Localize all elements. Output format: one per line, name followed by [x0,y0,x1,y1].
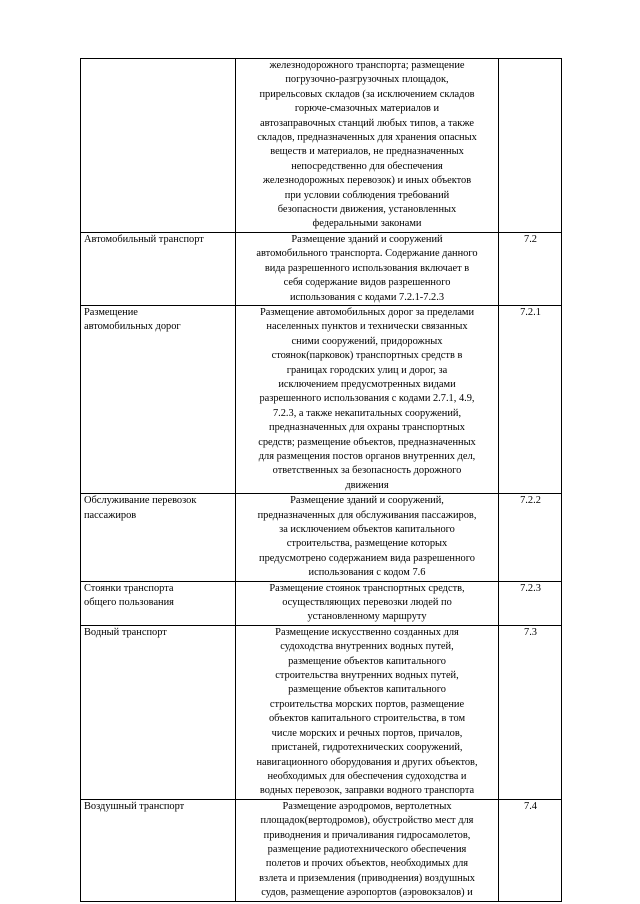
description-line: размещение объектов капитального [288,655,446,667]
land-use-description [236,581,499,625]
description-line: прирельсовых складов (за исключением складов [259,88,475,100]
name-line: пассажиров [84,509,137,521]
description-line: сними сооружений, придорожных [291,335,443,347]
table-row [81,799,562,901]
description-line: Размещение стоянок транспортных средств, [269,582,465,594]
land-use-description [236,305,499,493]
description-line: Размещение зданий и сооружений [291,233,443,245]
description-line: судов, размещение аэропортов (аэровокзалов) и [261,887,473,899]
description-line: числе морских и речных портов, причалов, [271,727,463,739]
description-line: железнодорожного транспорта; размещение [269,60,465,71]
land-use-type-name [81,305,236,493]
description-line: себя содержание видов разрешенного [283,277,451,289]
description-line: при условии соблюдения требований [284,189,450,201]
name-line: Автомобильный транспорт [84,233,204,245]
description-line: приводнения и причаливания гидросамолетов, [263,829,471,841]
name-line: Воздушный транспорт [84,800,185,812]
description-line: навигационного оборудования и других объектов, [256,756,478,768]
land-use-type-name [81,232,236,305]
land-use-code: 7.2.2 [499,494,562,581]
description-line: водных перевозок, заправки водного транспорта [259,785,475,797]
description-line: пристаней, гидротехнических сооружений, [271,742,463,754]
land-use-code: 7.2.1 [499,305,562,493]
description-line: вида разрешенного использования включает в [264,262,470,274]
land-use-description [236,625,499,799]
description-line: железнодорожных перевозок) и иных объектов [262,175,472,187]
description-line: необходимых для обеспечения судоходства и [267,770,467,782]
land-use-code [499,59,562,233]
description-line: исключением предусмотренных видами [278,378,456,390]
description-line: строительства внутренних водных путей, [275,670,459,682]
description-line: ответственных за безопасность дорожного [272,465,462,477]
description-line: площадок(вертодромов), обустройство мест для [260,815,474,827]
description-line: Размещение искусственно созданных для [275,626,459,638]
name-line: Размещение [84,306,138,318]
name-line: автомобильных дорог [84,321,181,333]
description-line: автозаправочных станций любых типов, а также [259,117,475,129]
description-line: Размещение зданий и сооружений, [290,495,444,507]
description-line: строительства морских портов, размещение [269,698,465,710]
land-use-type-name [81,581,236,625]
description-line: складов, предназначенных для хранения опасных [257,132,477,144]
land-use-description [236,799,499,901]
description-line: размещение объектов капитального [288,684,446,696]
table-row [81,581,562,625]
description-line: за исключением объектов капитального [279,524,455,535]
description-line: для размещения постов органов внутренних дел, [258,450,476,462]
land-use-type-name [81,59,236,233]
land-use-description [236,494,499,581]
description-line: использования с кодом 7.6 [308,567,426,579]
description-line: средств; размещение объектов, предназначенных [258,436,476,448]
description-line: предназначенных для обслуживания пассажиров, [257,509,477,521]
table-row [81,232,562,305]
description-line: разрешенного использования с кодами 2.7.1, 4.9, [259,393,475,405]
description-line: непосредственно для обеспечения [291,160,443,172]
land-use-description [236,59,499,233]
description-line: безопасности движения, установленных [277,204,457,216]
land-use-type-name [81,799,236,901]
land-use-code: 7.2 [499,232,562,305]
description-line: Размещение аэродромов, вертолетных [282,800,452,812]
description-line: погрузочно-разгрузочных площадок, [285,74,449,86]
description-line: взлета и приземления (приводнения) воздушных [259,872,475,884]
land-use-type-name [81,494,236,581]
land-use-code: 7.3 [499,625,562,799]
table-row [81,625,562,799]
table-body [81,59,562,902]
name-line: общего пользования [84,597,174,609]
description-line: судоходства внутренних водных путей, [280,641,454,653]
table-row [81,59,562,233]
description-line: федеральными законами [312,218,422,230]
table-row [81,494,562,581]
name-line: Стоянки транспорта [84,582,174,594]
description-line: полетов и прочих объектов, необходимых для [265,858,469,870]
description-line: веществ и материалов, не предназначенных [270,146,464,158]
description-line: горюче-смазочных материалов и [294,103,440,115]
description-line: границах городских улиц и дорог, за [286,364,448,376]
description-line: Размещение автомобильных дорог за пределами [259,306,475,318]
description-line: использования с кодами 7.2.1-7.2.3 [289,291,445,303]
description-line: 7.2.3, а также некапитальных сооружений, [272,407,462,419]
description-line: строительства, размещение которых [286,538,448,550]
land-use-code: 7.2.3 [499,581,562,625]
description-line: движения [345,479,389,491]
table-row [81,305,562,493]
name-line: Обслуживание перевозок [84,495,197,507]
description-line: объектов капитального строительства, в том [268,713,466,725]
land-use-type-name [81,625,236,799]
land-use-description [236,232,499,305]
description-line: населенных пунктов и технически связанных [266,321,468,333]
description-line: размещение радиотехнического обеспечения [267,843,467,855]
name-line: Водный транспорт [84,626,167,638]
description-line: предусмотрено содержанием вида разрешенного [259,552,475,564]
description-line: автомобильного транспорта. Содержание данного [256,248,478,260]
land-use-table [80,58,562,902]
description-line: стоянок(парковок) транспортных средств в [271,350,463,362]
description-line: установленному маршруту [307,611,427,623]
description-line: предназначенных для охраны транспортных [269,422,465,434]
description-line: осуществляющих перевозки людей по [282,597,452,609]
land-use-code: 7.4 [499,799,562,901]
